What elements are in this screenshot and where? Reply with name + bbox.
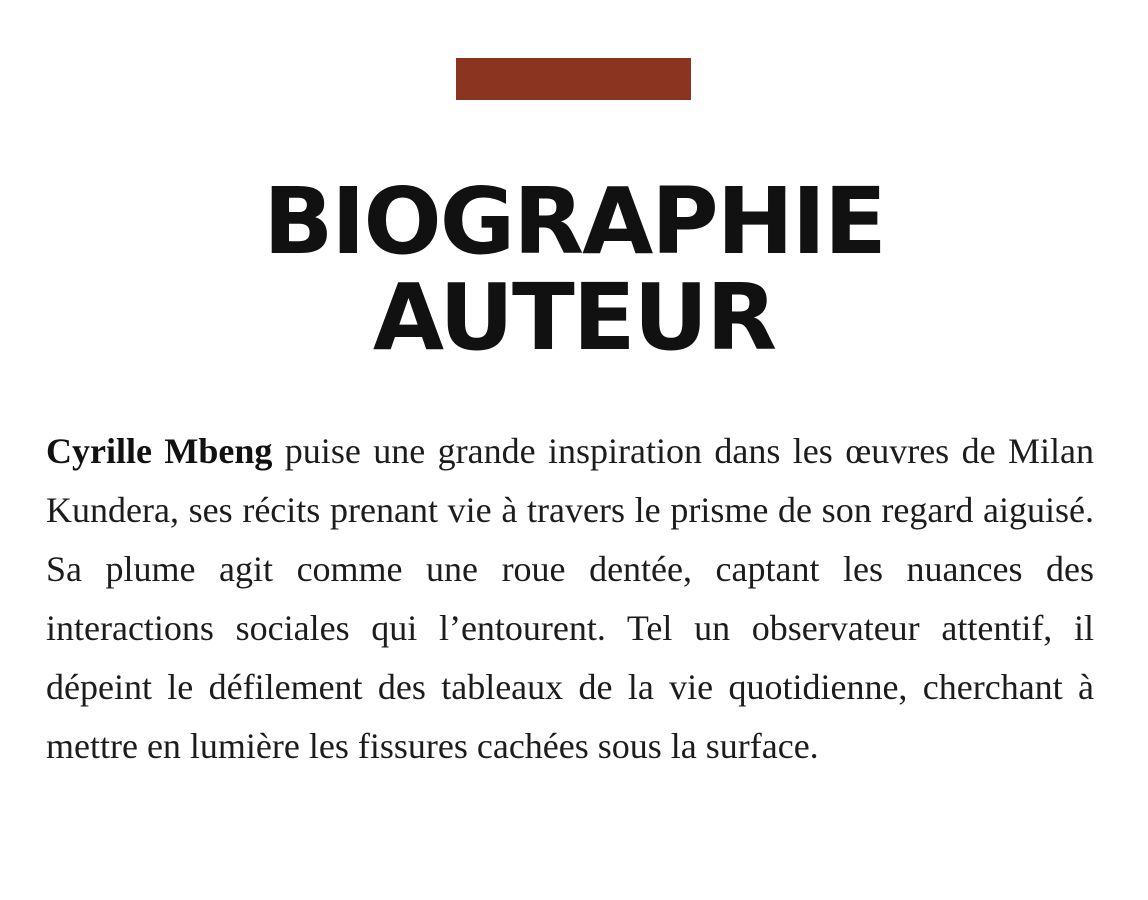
biography-paragraph: [46, 422, 1094, 776]
title-line-1: BIOGRAPHIE: [263, 167, 885, 275]
biography-text: puise une grande inspiration dans les œuvres de Milan Kundera, ses récits prenant vie à travers le prisme de son regard aiguisé. Sa plume agit comme une roue dentée, captant les nuances des interactions sociales qui l’entourent. Tel un observateur attentif, il dépeint le défilement des tableaux de la vie quotidienne, cherchant à mettre en lumière les fissures cachées sous la surface.: [46, 431, 1094, 766]
accent-bar: [456, 58, 691, 100]
page-title: [0, 167, 1148, 371]
title-line-2: AUTEUR: [372, 263, 776, 371]
author-name: Cyrille Mbeng: [46, 431, 273, 471]
